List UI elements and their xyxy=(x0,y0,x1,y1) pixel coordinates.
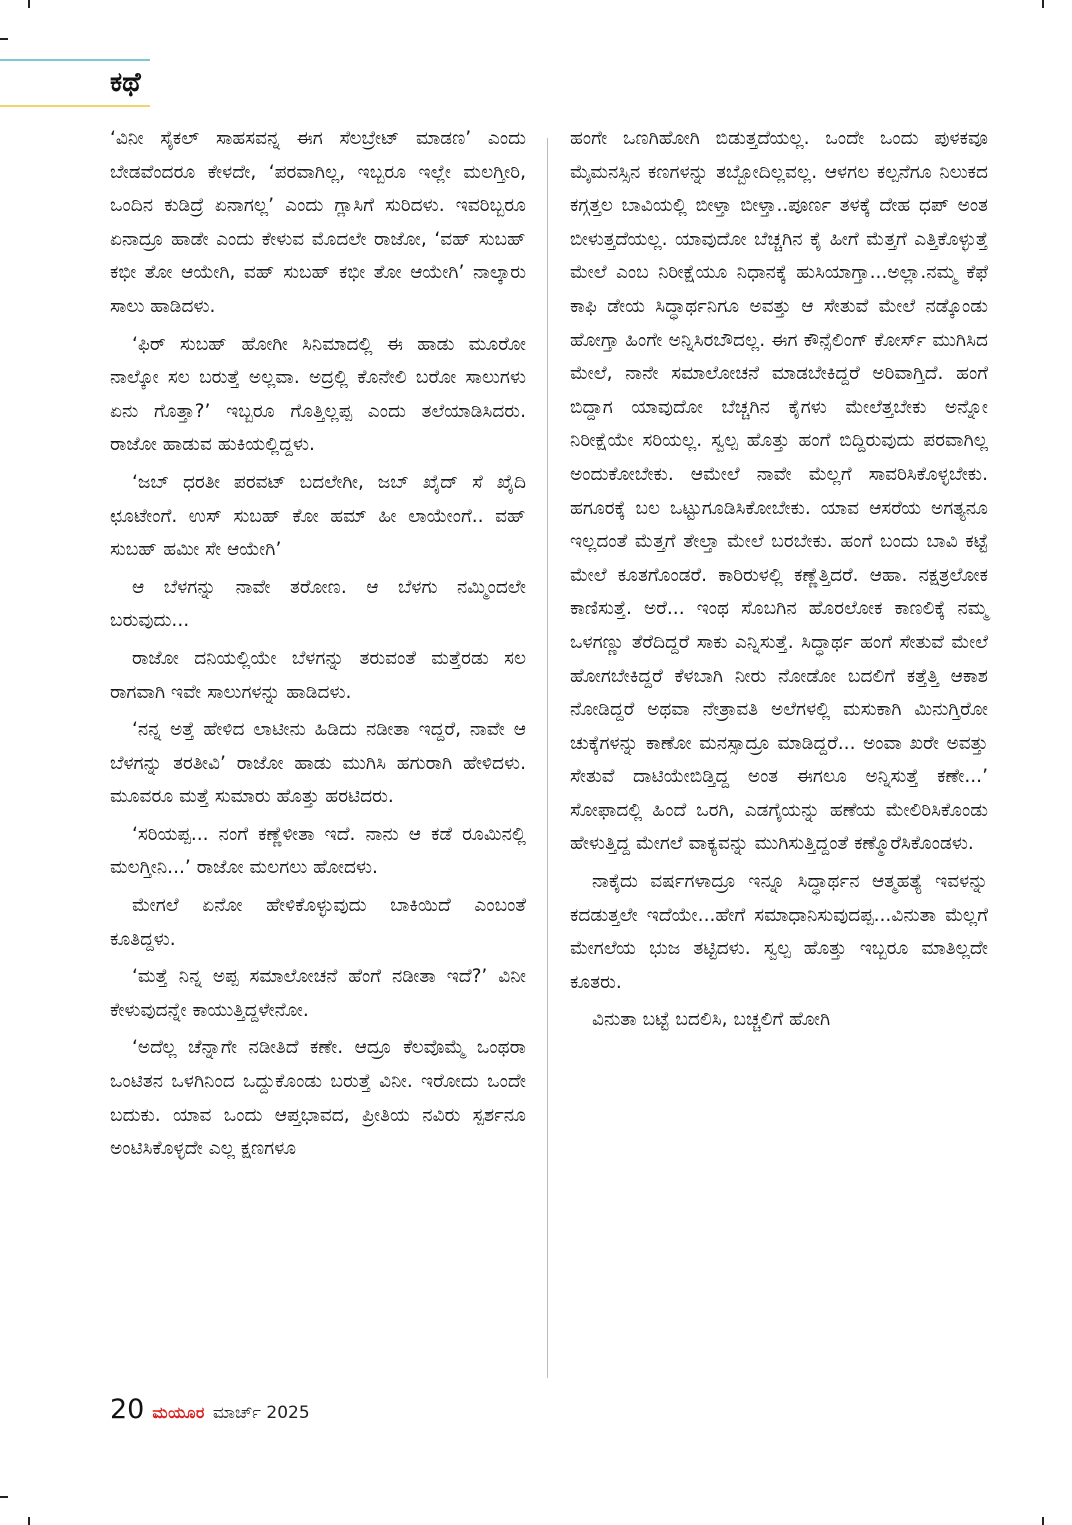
crop-mark-left-upper xyxy=(0,38,8,40)
paragraph: ‘ಅದೆಲ್ಲ ಚೆನ್ನಾಗೇ ನಡೀತಿದೆ ಕಣೇ. ಆದ್ರೂ ಕೆಲವೊಮ್ಮೆ ಒಂಥರಾ ಒಂಟಿತನ ಒಳಗಿನಿಂದ ಒದ್ದುಕೊಂಡು ಬರುತ್ತೆ ವಿನೀ. ಇರೋದು ಒಂದೇ ಬದುಕು. ಯಾವ ಒಂದು ಆಪ್ತಭಾವದ, ಪ್ರೀತಿಯ ನವಿರು ಸ್ಪರ್ಶನೂ ಅಂಟಿಸಿಕೊಳ್ಳದೇ ಎಲ್ಲ ಕ್ಷಣಗಳೂ xyxy=(110,1037,526,1160)
header-accent-line-bottom xyxy=(0,105,150,107)
paragraph: ‘ಮತ್ತೆ ನಿನ್ನ ಅಪ್ಪ ಸಮಾಲೋಚನೆ ಹೆಂಗೆ ನಡೀತಾ ಇದೆ?’ ವಿನೀ ಕೇಳುವುದನ್ನೇ ಕಾಯುತ್ತಿದ್ದಳೇನೋ. xyxy=(110,966,526,1021)
paragraph: ಹಂಗೇ ಒಣಗಿಹೋಗಿ ಬಿಡುತ್ತದೆಯಲ್ಲ. ಒಂದೇ ಒಂದು ಪುಳಕವೂ ಮೈಮನಸ್ಸಿನ ಕಣಗಳನ್ನು ತಬ್ಬೋದಿಲ್ಲವಲ್ಲ. ಆಳಗಲ ಕಲ್ಪನೆಗೂ ನಿಲುಕದ ಕಗ್ಗತ್ತಲ ಬಾವಿಯಲ್ಲಿ ಬೀಳ್ತಾ ಬೀಳ್ತಾ..ಪೂರ್ಣ ತಳಕ್ಕೆ ದೇಹ ಧಪ್ ಅಂತ ಬೀಳುತ್ತದೆಯಲ್ಲ. ಯಾವುದೋ ಬೆಚ್ಚಗಿನ ಕೈ ಹೀಗೆ ಮೆತ್ತಗೆ ಎತ್ತಿಕೊಳ್ಳುತ್ತೆ ಮೇಲೆ ಎಂಬ ನಿರೀಕ್ಷೆಯೂ ನಿಧಾನಕ್ಕೆ ಹುಸಿಯಾಗ್ತಾ...ಅಲ್ಲಾ.ನಮ್ಮ ಕೆಫೆ ಕಾಫಿ ಡೇಯ ಸಿದ್ಧಾರ್ಥನಿಗೂ ಅವತ್ತು ಆ ಸೇತುವೆ ಮೇಲೆ ನಡ್ಕೊಂಡು ಹೋಗ್ತಾ ಹಿಂಗೇ ಅನ್ನಿಸಿರಬೌದಲ್ಲ. ಈಗ ಕೌನ್ಸೆಲಿಂಗ್ ಕೋರ್ಸ್ ಮುಗಿಸಿದ ಮೇಲೆ, ನಾನೇ ಸಮಾಲೋಚನೆ ಮಾಡಬೇಕಿದ್ದರೆ ಅರಿವಾಗ್ತಿದೆ. ಹಂಗೆ ಬಿದ್ದಾಗ ಯಾವುದೋ ಬೆಚ್ಚಗಿನ ಕೈಗಳು ಮೇಲೆತ್ತಬೇಕು ಅನ್ನೋ ನಿರೀಕ್ಷೆಯೇ ಸರಿಯಲ್ಲ. ಸ್ವಲ್ಪ ಹೊತ್ತು ಹಂಗೆ ಬಿದ್ದಿರುವುದು ಪರವಾಗಿಲ್ಲ ಅಂದುಕೋಬೇಕು. ಆಮೇಲೆ ನಾವೇ ಮೆಲ್ಲಗೆ ಸಾವರಿಸಿಕೊಳ್ಳಬೇಕು. ಹಗೂರಕ್ಕೆ ಬಲ ಒಟ್ಟುಗೂಡಿಸಿಕೋಬೇಕು. ಯಾವ ಆಸರೆಯ ಅಗತ್ಯನೂ ಇಲ್ಲದಂತೆ ಮೆತ್ತಗೆ ತೇಲ್ತಾ ಮೇಲೆ ಬರಬೇಕು. ಹಂಗೆ ಬಂದು ಬಾವಿ ಕಟ್ಟೆ ಮೇಲೆ ಕೂತಗೊಂಡರೆ. ಕಾರಿರುಳಲ್ಲಿ ಕಣ್ಣೆತ್ತಿದರೆ. ಆಹಾ. ನಕ್ಷತ್ರಲೋಕ ಕಾಣಿಸುತ್ತೆ. ಅರೆ... ಇಂಥ ಸೊಬಗಿನ ಹೊರಲೋಕ ಕಾಣಲಿಕ್ಕೆ ನಮ್ಮ ಒಳಗಣ್ಣು ತೆರೆದಿದ್ದರೆ ಸಾಕು ಎನ್ನಿಸುತ್ತೆ. ಸಿದ್ಧಾರ್ಥ ಹಂಗೆ ಸೇತುವೆ ಮೇಲೆ ಹೋಗಬೇಕಿದ್ದರೆ ಕೆಳಬಾಗಿ ನೀರು ನೋಡೋ ಬದಲಿಗೆ ಕತ್ತೆತ್ತಿ ಆಕಾಶ ನೋಡಿದ್ದರೆ ಅಥವಾ ನೇತ್ರಾವತಿ ಅಲೆಗಳಲ್ಲಿ ಮಸುಕಾಗಿ ಮಿನುಗ್ತಿರೋ ಚುಕ್ಕೆಗಳನ್ನು ಕಾಣೋ ಮನಸ್ಸಾದ್ರೂ ಮಾಡಿದ್ದರೆ... ಅಂವಾ ಖರೇ ಅವತ್ತು ಸೇತುವೆ ದಾಟಿಯೇಬಿಡ್ತಿದ್ದ ಅಂತ ಈಗಲೂ ಅನ್ನಿಸುತ್ತೆ ಕಣೇ...’ ಸೋಫಾದಲ್ಲಿ ಹಿಂದೆ ಒರಗಿ, ಎಡಗೈಯನ್ನು ಹಣೆಯ ಮೇಲಿರಿಸಿಕೊಂಡು ಹೇಳುತ್ತಿದ್ದ ಮೇಗಲೆ ವಾಕ್ಯವನ್ನು ಮುಗಿಸುತ್ತಿದ್ದಂತೆ ಕಣ್ಮೊರೆಸಿಕೊಂಡಳು. xyxy=(570,128,988,855)
page-number: 20 xyxy=(110,1394,145,1425)
paragraph: ‘ಸರಿಯಪ್ಪ... ನಂಗೆ ಕಣ್ಣೆಳೀತಾ ಇದೆ. ನಾನು ಆ ಕಡೆ ರೂಮಿನಲ್ಲಿ ಮಲಗ್ತೀನಿ...’ ರಾಜೋ ಮಲಗಲು ಹೋದಳು. xyxy=(110,823,527,879)
crop-mark-bottom-left xyxy=(28,1517,30,1525)
section-label: ಕಥೆ xyxy=(110,67,141,98)
page-footer xyxy=(110,1394,310,1428)
article-column-left xyxy=(110,122,526,1170)
magazine-logo: ಮಯೂರ xyxy=(152,1403,205,1422)
paragraph: ‘ನನ್ನ ಅತ್ತೆ ಹೇಳಿದ ಲಾಟೀನು ಹಿಡಿದು ನಡೀತಾ ಇದ್ದರೆ, ನಾವೇ ಆ ಬೆಳಗನ್ನು ತರತೀವಿ’ ರಾಜೋ ಹಾಡು ಮುಗಿಸಿ ಹಗುರಾಗಿ ಹೇಳಿದಳು. ಮೂವರೂ ಮತ್ತೆ ಸುಮಾರು ಹೊತ್ತು ಹರಟಿದರು. xyxy=(110,719,526,808)
paragraph: ವಿನುತಾ ಬಟ್ಟೆ ಬದಲಿಸಿ, ಬಚ್ಚಲಿಗೆ ಹೋಗಿ xyxy=(592,1009,831,1031)
crop-mark-top-left xyxy=(28,0,30,8)
article-column-right xyxy=(570,122,988,1041)
column-divider xyxy=(547,138,548,1378)
paragraph: ‘ಫಿರ್ ಸುಬಹ್ ಹೋಗೀ ಸಿನಿಮಾದಲ್ಲಿ ಈ ಹಾಡು ಮೂರೋ ನಾಲ್ಕೋ ಸಲ ಬರುತ್ತೆ ಅಲ್ಲವಾ. ಅದ್ರಲ್ಲಿ ಕೊನೇಲಿ ಬರೋ ಸಾಲುಗಳು ಏನು ಗೊತ್ತಾ?’ ಇಬ್ಬರೂ ಗೊತ್ತಿಲ್ಲಪ್ಪ ಎಂದು ತಲೆಯಾಡಿಸಿದರು. ರಾಜೋ ಹಾಡುವ ಹುಕಿಯಲ್ಲಿದ್ದಳು. xyxy=(110,333,526,456)
paragraph: ‘ಜಬ್ ಧರತೀ ಪರವಟ್ ಬದಲೇಗೀ, ಜಬ್ ಖೈದ್ ಸೆ ಖೈದಿ ಛೂಟೇಂಗೆ. ಉಸ್ ಸುಬಹ್ ಕೋ ಹಮ್ ಹೀ ಲಾಯೇಂಗೆ.. ವಹ್ ಸುಬಹ್ ಹಮೀ ಸೇ ಆಯೇಗಿ’ xyxy=(110,471,526,561)
crop-mark-bottom-right xyxy=(1042,1517,1044,1525)
paragraph: ಮೇಗಲೆ ಏನೋ ಹೇಳಿಕೊಳ್ಳುವುದು ಬಾಕಿಯಿದೆ ಎಂಬಂತೆ ಕೂತಿದ್ದಳು. xyxy=(110,895,526,950)
paragraph: ರಾಜೋ ದನಿಯಲ್ಲಿಯೇ ಬೆಳಗನ್ನು ತರುವಂತೆ ಮತ್ತೆರಡು ಸಲ ರಾಗವಾಗಿ ಇವೇ ಸಾಲುಗಳನ್ನು ಹಾಡಿದಳು. xyxy=(110,647,526,703)
issue-date: ಮಾರ್ಚ್ 2025 xyxy=(212,1403,310,1423)
paragraph: ‘ವಿನೀ ಸೈಕಲ್ ಸಾಹಸವನ್ನ ಈಗ ಸೆಲಬ್ರೇಟ್ ಮಾಡಣ’ ಎಂದು ಬೇಡವೆಂದರೂ ಕೇಳದೇ, ‘ಪರವಾಗಿಲ್ಲ, ಇಬ್ಬರೂ ಇಲ್ಲೇ ಮಲಗ್ತೀರಿ, ಒಂದಿನ ಕುಡಿದ್ರೆ ಏನಾಗಲ್ಲ’ ಎಂದು ಗ್ಲಾಸಿಗೆ ಸುರಿದಳು. ಇವರಿಬ್ಬರೂ ಏನಾದ್ರೂ ಹಾಡೇ ಎಂದು ಕೇಳುವ ಮೊದಲೇ ರಾಜೋ, ‘ವಹ್ ಸುಬಹ್ ಕಭೀ ತೋ ಆಯೇಗಿ, ವಹ್ ಸುಬಹ್ ಕಭೀ ತೋ ಆಯೇಗಿ’ ನಾಲ್ಕಾರು ಸಾಲು ಹಾಡಿದಳು. xyxy=(110,128,526,317)
crop-mark-top-right xyxy=(1042,0,1044,8)
header-accent-line-top xyxy=(0,59,150,61)
crop-mark-left-lower xyxy=(0,1496,8,1498)
paragraph: ನಾಕೈದು ವರ್ಷಗಳಾದ್ರೂ ಇನ್ನೂ ಸಿದ್ಧಾರ್ಥನ ಆತ್ಮಹತ್ಯೆ ಇವಳನ್ನು ಕದಡುತ್ತಲೇ ಇದೆಯೇ...ಹೇಗೆ ಸಮಾಧಾನಿಸುವುದಪ್ಪ...ವಿನುತಾ ಮೆಲ್ಲಗೆ ಮೇಗಲೆಯ ಭುಜ ತಟ್ಟಿದಳು. ಸ್ವಲ್ಪ ಹೊತ್ತು ಇಬ್ಬರೂ ಮಾತಿಲ್ಲದೇ ಕೂತರು. xyxy=(570,871,988,993)
paragraph: ಆ ಬೆಳಗನ್ನು ನಾವೇ ತರೋಣ. ಆ ಬೆಳಗು ನಮ್ಮಿಂದಲೇ ಬರುವುದು... xyxy=(110,576,526,632)
